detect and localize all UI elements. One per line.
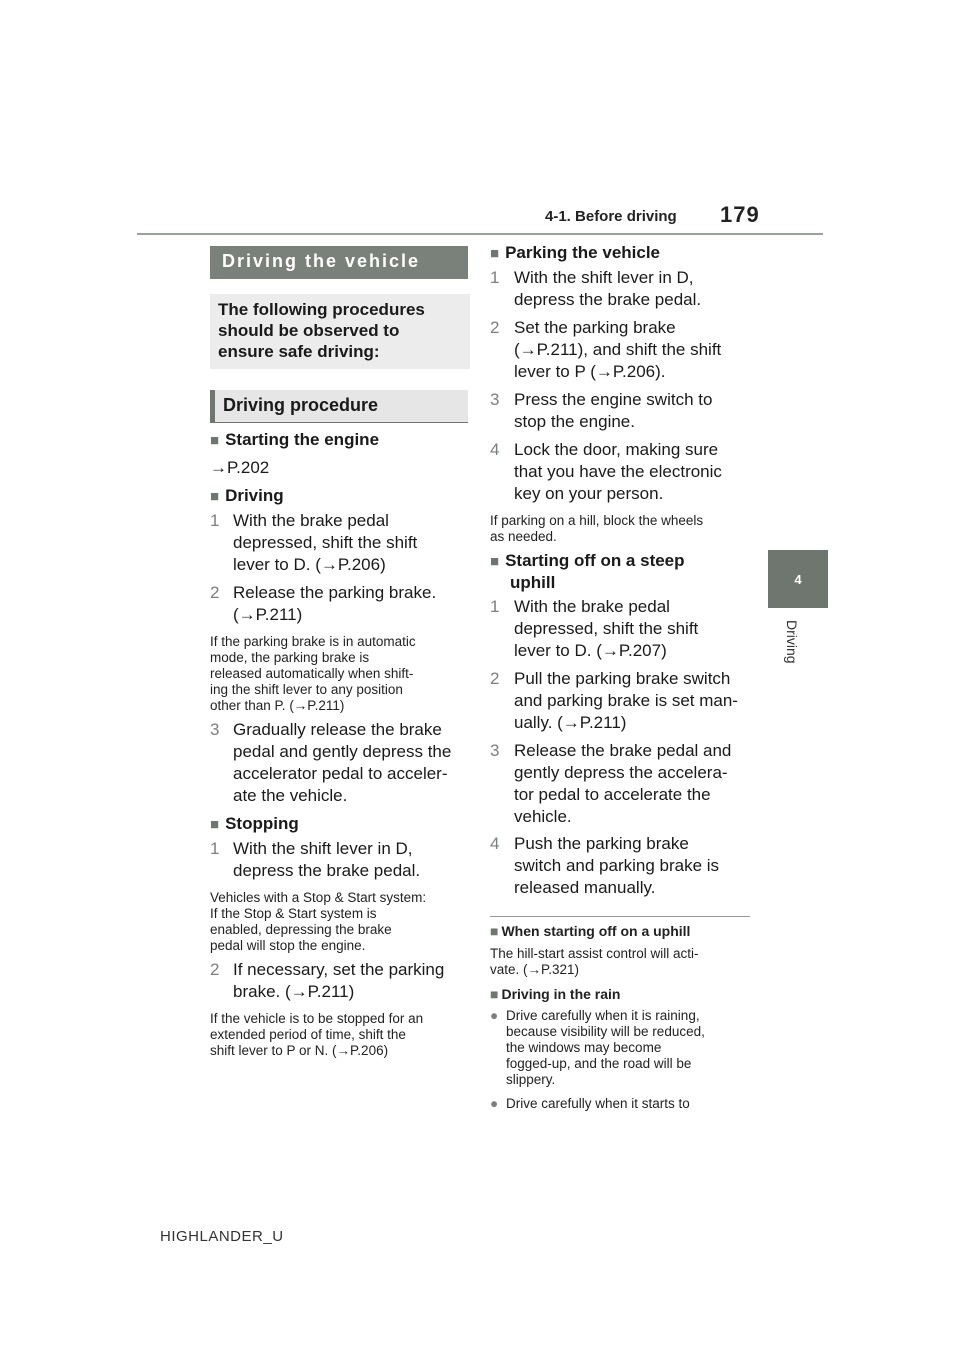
- step-number: 2: [210, 960, 220, 979]
- step-line: vehicle.: [514, 807, 572, 826]
- step-line: lever to D. (→P.207): [514, 641, 667, 660]
- step-line: brake. (→P.211): [233, 982, 355, 1001]
- bullet-line: slippery.: [506, 1072, 556, 1087]
- info-line: vate. (→P.321): [490, 962, 580, 977]
- heading-uphill: [490, 550, 685, 593]
- bullet-line: because visibility will be reduced,: [506, 1024, 705, 1039]
- step-number: 3: [210, 720, 220, 739]
- step-number: 1: [490, 268, 500, 287]
- step-line: With the shift lever in D,: [514, 268, 694, 287]
- step-line: Gradually release the brake: [233, 720, 442, 739]
- section-title: 4-1. Before driving: [545, 208, 677, 225]
- step-line: With the brake pedal: [514, 597, 670, 616]
- step-line: Release the parking brake.: [233, 583, 437, 602]
- step-line: stop the engine.: [514, 412, 635, 431]
- square-bullet-icon: ■: [210, 432, 220, 449]
- note-text: [490, 513, 703, 545]
- note-line: If the Stop & Start system is: [210, 906, 377, 921]
- info-heading-uphill: [490, 923, 690, 939]
- heading-driving: [210, 486, 284, 506]
- info-line: The hill-start assist control will acti-: [490, 946, 699, 961]
- step-number: 3: [490, 390, 500, 409]
- step-number: 1: [490, 597, 500, 616]
- step-line: lever to P (→P.206).: [514, 362, 666, 381]
- step-line: depress the brake pedal.: [233, 861, 421, 880]
- step-item: [490, 668, 738, 734]
- heading-text: Parking the vehicle: [505, 243, 661, 262]
- square-bullet-icon: ■: [210, 488, 220, 505]
- intro-line: should be observed to: [218, 321, 400, 340]
- step-line: Lock the door, making sure: [514, 440, 719, 459]
- step-line: depressed, shift the shift: [514, 619, 699, 638]
- info-heading-text: When starting off on a uphill: [501, 923, 691, 939]
- step-number: 4: [490, 440, 500, 459]
- bullet-line: Drive carefully when it is raining,: [506, 1008, 700, 1023]
- step-item: [490, 317, 721, 383]
- note-line: enabled, depressing the brake: [210, 922, 392, 937]
- step-item: [210, 959, 444, 1003]
- heading-text: Driving: [225, 486, 284, 505]
- step-line: Push the parking brake: [514, 834, 689, 853]
- footer-model: HIGHLANDER_U: [160, 1228, 284, 1245]
- intro-line: The following procedures: [218, 300, 425, 319]
- note-text: [210, 890, 426, 954]
- info-text: [490, 946, 699, 978]
- bullet-line: fogged-up, and the road will be: [506, 1056, 692, 1071]
- step-line: key on your person.: [514, 484, 664, 503]
- note-line: extended period of time, shift the: [210, 1027, 406, 1042]
- procedure-rule: [210, 422, 468, 423]
- page-number: 179: [720, 202, 760, 227]
- heading-starting-engine: [210, 430, 379, 450]
- square-bullet-icon: ■: [490, 923, 499, 939]
- heading-text: Stopping: [225, 814, 299, 833]
- heading-text: Starting off on a steep: [505, 551, 685, 570]
- step-item: [490, 439, 722, 505]
- step-item: [490, 740, 731, 828]
- heading-stopping: [210, 814, 299, 834]
- step-number: 4: [490, 834, 500, 853]
- intro-box: [210, 294, 470, 369]
- step-number: 1: [210, 839, 220, 858]
- heading-text: uphill: [510, 573, 556, 592]
- step-line: Set the parking brake: [514, 318, 676, 337]
- note-line: other than P. (→P.211): [210, 698, 345, 713]
- chapter-tab: 4: [768, 550, 828, 608]
- step-item: [490, 267, 701, 311]
- step-item: [210, 510, 417, 576]
- step-line: (→P.211), and shift the shift: [514, 340, 722, 359]
- step-line: and parking brake is set man-: [514, 691, 738, 710]
- step-line: released manually.: [514, 878, 656, 897]
- header-divider: [137, 233, 823, 235]
- step-line: depressed, shift the shift: [233, 533, 418, 552]
- step-line: switch and parking brake is: [514, 856, 720, 875]
- step-line: gently depress the accelera-: [514, 763, 728, 782]
- note-line: released automatically when shift-: [210, 666, 414, 681]
- step-item: [210, 719, 451, 807]
- note-line: If the vehicle is to be stopped for an: [210, 1011, 424, 1026]
- step-line: Release the brake pedal and: [514, 741, 732, 760]
- step-line: With the shift lever in D,: [233, 839, 413, 858]
- note-line: pedal will stop the engine.: [210, 938, 366, 953]
- chapter-label: [782, 620, 802, 680]
- note-text: [210, 1011, 423, 1059]
- step-line: lever to D. (→P.206): [233, 555, 386, 574]
- info-heading-rain: [490, 986, 620, 1002]
- step-item: [490, 596, 698, 662]
- circle-bullet-icon: ●: [490, 1008, 499, 1023]
- section-bar-driving-the-vehicle: Driving the vehicle: [210, 246, 468, 279]
- heading-parking: [490, 243, 660, 263]
- bullet-line: Drive carefully when it starts to: [506, 1096, 690, 1111]
- step-number: 1: [210, 511, 220, 530]
- step-line: Press the engine switch to: [514, 390, 713, 409]
- step-line: ually. (→P.211): [514, 713, 627, 732]
- bullet-item: [490, 1008, 705, 1088]
- chapter-label-text: Driving: [784, 620, 800, 664]
- procedure-bar: Driving procedure: [210, 390, 468, 422]
- info-divider: [490, 916, 750, 917]
- info-heading-text: Driving in the rain: [501, 986, 621, 1002]
- cross-reference: →P.202: [210, 458, 270, 477]
- step-number: 2: [490, 318, 500, 337]
- step-item: [210, 838, 420, 882]
- step-line: that you have the electronic: [514, 462, 722, 481]
- square-bullet-icon: ■: [490, 245, 500, 262]
- step-line: pedal and gently depress the: [233, 742, 452, 761]
- note-line: ing the shift lever to any position: [210, 682, 403, 697]
- step-line: tor pedal to accelerate the: [514, 785, 711, 804]
- circle-bullet-icon: ●: [490, 1096, 499, 1111]
- step-line: If necessary, set the parking: [233, 960, 445, 979]
- square-bullet-icon: ■: [490, 986, 499, 1002]
- bullet-line: the windows may become: [506, 1040, 662, 1055]
- note-line: mode, the parking brake is: [210, 650, 370, 665]
- note-line: Vehicles with a Stop & Start system:: [210, 890, 427, 905]
- note-line: shift lever to P or N. (→P.206): [210, 1043, 389, 1058]
- note-line: as needed.: [490, 529, 557, 544]
- step-line: depress the brake pedal.: [514, 290, 702, 309]
- step-line: Pull the parking brake switch: [514, 669, 731, 688]
- bullet-item: [490, 1096, 690, 1112]
- step-item: [490, 389, 712, 433]
- step-number: 3: [490, 741, 500, 760]
- square-bullet-icon: ■: [210, 816, 220, 833]
- note-line: If the parking brake is in automatic: [210, 634, 416, 649]
- step-item: [210, 582, 436, 626]
- step-line: (→P.211): [233, 605, 303, 624]
- heading-text: Starting the engine: [225, 430, 380, 449]
- step-item: [490, 833, 719, 899]
- step-line: With the brake pedal: [233, 511, 389, 530]
- step-number: 2: [490, 669, 500, 688]
- step-line: ate the vehicle.: [233, 786, 348, 805]
- step-number: 2: [210, 583, 220, 602]
- step-line: accelerator pedal to acceler-: [233, 764, 448, 783]
- square-bullet-icon: ■: [490, 553, 500, 570]
- intro-line: ensure safe driving:: [218, 342, 380, 361]
- note-text: [210, 634, 416, 714]
- note-line: If parking on a hill, block the wheels: [490, 513, 704, 528]
